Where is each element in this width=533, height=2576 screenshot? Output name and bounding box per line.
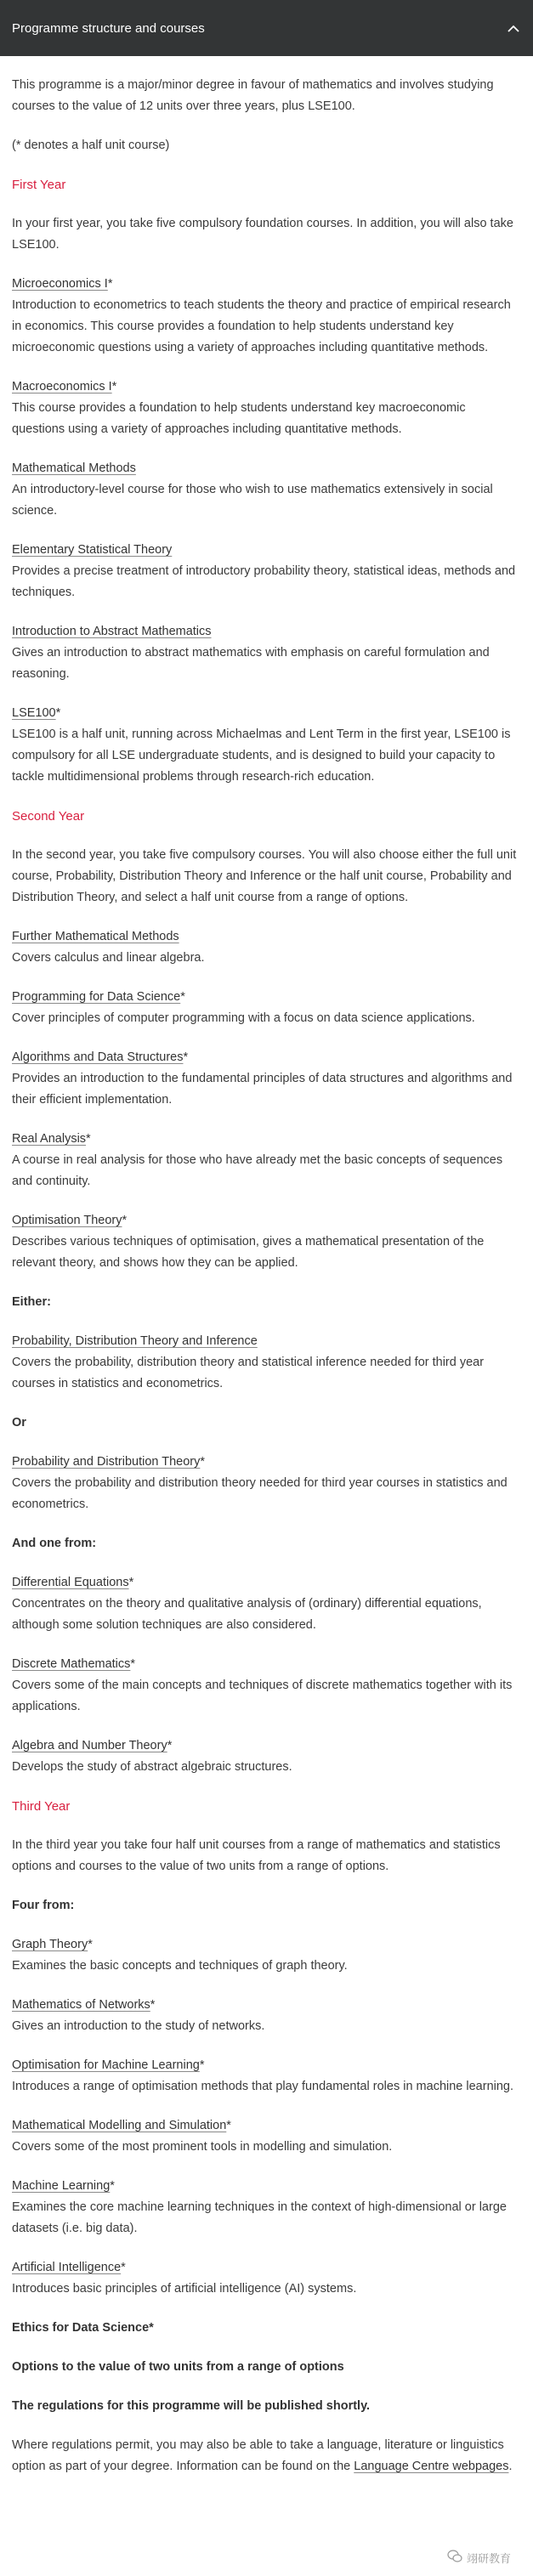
course-description: A course in real analysis for those who have already met the basic concepts of sequences and continuity.	[12, 1153, 503, 1188]
half-unit-star: *	[130, 1657, 136, 1671]
either-label: Either:	[12, 1295, 51, 1309]
course-link[interactable]: Introduction to Abstract Mathematics	[12, 625, 212, 638]
or-label: Or	[12, 1416, 26, 1430]
course-item	[12, 1129, 521, 1192]
course-item	[12, 621, 521, 685]
course-item	[12, 926, 521, 969]
course-item	[12, 1210, 521, 1274]
half-unit-star: *	[180, 990, 185, 1004]
half-unit-star: *	[167, 1739, 173, 1752]
first-year-heading: First Year	[12, 178, 66, 192]
course-link[interactable]: Probability, Distribution Theory and Inference	[12, 1334, 258, 1348]
course-link[interactable]: Programming for Data Science	[12, 990, 181, 1004]
course-description: Introduction to econometrics to teach students the theory and practice of empirical research in economics. This course provides a foundation to help students understand key microeconomic questions using a variety of approaches including quantitative methods.	[12, 298, 511, 354]
half-unit-star: *	[121, 2261, 126, 2274]
third-year-text: In the third year you take four half unit courses from a range of mathematics and statistics options and courses to the value of two units from a range of options.	[12, 1838, 501, 1873]
course-item	[12, 376, 521, 440]
course-description: Covers the probability, distribution theory and statistical inference needed for third year courses in statistics and econometrics.	[12, 1356, 485, 1390]
course-item	[12, 1934, 521, 1977]
course-description: Develops the study of abstract algebraic structures.	[12, 1760, 292, 1774]
course-link[interactable]: Discrete Mathematics	[12, 1657, 131, 1671]
one-from-label: And one from:	[12, 1537, 97, 1550]
half-unit-star: *	[107, 277, 113, 291]
half-unit-star: *	[183, 1050, 189, 1064]
section-header[interactable]	[0, 0, 533, 56]
course-item	[12, 1995, 521, 2037]
language-text-end: .	[508, 2460, 513, 2473]
course-description: Covers some of the most prominent tools in modelling and simulation.	[12, 2140, 393, 2154]
course-link[interactable]: Microeconomics I	[12, 277, 108, 291]
course-link[interactable]: Probability and Distribution Theory	[12, 1455, 201, 1469]
course-item	[12, 1331, 521, 1395]
language-text-body: Where regulations permit, you may also be able to take a language, literature or linguistics option as part of your degree. Information can be found on the	[12, 2438, 504, 2473]
intro-text: This programme is a major/minor degree in favour of mathematics and involves studying courses to the value of 12 units over three years, plus LSE100.	[12, 78, 494, 113]
course-description: Provides an introduction to the fundamental principles of data structures and algorithms and their efficient implementation.	[12, 1072, 513, 1107]
course-item	[12, 987, 521, 1029]
half-unit-star: *	[150, 1998, 156, 2012]
course-description: This course provides a foundation to help students understand key macroeconomic questions using a variety of approaches including quantitative methods.	[12, 401, 466, 436]
course-link[interactable]: Further Mathematical Methods	[12, 930, 179, 943]
course-description: Describes various techniques of optimisation, gives a mathematical presentation of the relevant theory, and shows how they can be applied.	[12, 1235, 485, 1270]
second-year-text: In the second year, you take five compulsory courses. You will also choose either the full unit course, Probability, Distribution Theory and Inference or the half unit course, Probability and Distribution Theory, and select a half unit course from a range of options.	[12, 848, 517, 904]
course-description: An introductory-level course for those who wish to use mathematics extensively in social science.	[12, 483, 493, 518]
course-link[interactable]: Algebra and Number Theory	[12, 1739, 167, 1752]
second-year-courses	[12, 926, 521, 1274]
chevron-up-icon[interactable]	[506, 20, 521, 36]
course-link[interactable]: Machine Learning	[12, 2179, 111, 2193]
half-unit-star: *	[111, 380, 117, 393]
half-unit-note: (* denotes a half unit course)	[12, 139, 170, 152]
third-year-heading: Third Year	[12, 1799, 71, 1814]
course-item	[12, 1572, 521, 1636]
course-description: LSE100 is a half unit, running across Michaelmas and Lent Term in the first year, LSE100 is compulsory for all LSE undergraduate students, and is designed to build your capacity to tackle multidimensional problems through research-rich education.	[12, 728, 511, 784]
course-link[interactable]: Mathematical Modelling and Simulation	[12, 2119, 227, 2132]
section-content	[0, 56, 533, 2477]
watermark-text: 翊研教育	[466, 2552, 511, 2565]
course-description: Introduces basic principles of artificial intelligence (AI) systems.	[12, 2282, 357, 2296]
course-link[interactable]: Optimisation Theory	[12, 1214, 122, 1227]
course-description: Covers calculus and linear algebra.	[12, 951, 205, 965]
course-item	[12, 1654, 521, 1718]
first-year-courses	[12, 274, 521, 788]
course-item	[12, 2176, 521, 2239]
course-description: Gives an introduction to the study of networks.	[12, 2019, 265, 2033]
half-unit-star: *	[199, 2058, 205, 2072]
course-item	[12, 2115, 521, 2158]
regulations-label: The regulations for this programme will be published shortly.	[12, 2399, 371, 2413]
half-unit-star: *	[88, 1938, 93, 1951]
course-description: Provides a precise treatment of introductory probability theory, statistical ideas, methods and techniques.	[12, 564, 516, 599]
first-year-text: In your first year, you take five compulsory foundation courses. In addition, you will also take LSE100.	[12, 217, 513, 252]
course-description: Gives an introduction to abstract mathematics with emphasis on careful formulation and reasoning.	[12, 646, 490, 681]
options-label: Options to the value of two units from a range of options	[12, 2360, 344, 2374]
half-unit-star: *	[226, 2119, 231, 2132]
half-unit-star: *	[122, 1214, 128, 1227]
course-description: Introduces a range of optimisation methods that play fundamental roles in machine learning.	[12, 2080, 514, 2093]
second-year-heading: Second Year	[12, 809, 85, 824]
course-link[interactable]: Mathematical Methods	[12, 461, 136, 475]
course-item	[12, 458, 521, 522]
half-unit-star: *	[86, 1132, 91, 1146]
watermark	[444, 2548, 514, 2568]
course-description: Covers the probability and distribution theory needed for third year courses in statistics and econometrics.	[12, 1476, 507, 1511]
half-unit-star: *	[55, 706, 61, 720]
half-unit-star: *	[110, 2179, 115, 2193]
second-year-options	[12, 1572, 521, 1778]
third-year-courses	[12, 1934, 521, 2300]
course-item	[12, 1735, 521, 1778]
course-description: Examines the basic concepts and techniques of graph theory.	[12, 1959, 348, 1973]
course-link[interactable]: Differential Equations	[12, 1576, 129, 1589]
course-item	[12, 540, 521, 603]
course-description: Covers some of the main concepts and techniques of discrete mathematics together with its applications.	[12, 1679, 513, 1713]
course-link[interactable]: Artificial Intelligence	[12, 2261, 122, 2274]
course-link[interactable]: Graph Theory	[12, 1938, 88, 1951]
course-link[interactable]: Optimisation for Machine Learning	[12, 2058, 200, 2072]
course-item	[12, 274, 521, 359]
language-centre-link[interactable]: Language Centre webpages	[354, 2460, 509, 2473]
course-item	[12, 1047, 521, 1111]
course-link[interactable]: Mathematics of Networks	[12, 1998, 150, 2012]
language-text	[12, 2435, 521, 2477]
course-item	[12, 1452, 521, 1515]
course-link[interactable]: LSE100	[12, 706, 56, 720]
course-link[interactable]: Real Analysis	[12, 1132, 87, 1146]
course-link[interactable]: Macroeconomics I	[12, 380, 112, 393]
course-description: Examines the core machine learning techniques in the context of high-dimensional or large datasets (i.e. big data).	[12, 2200, 507, 2235]
course-item	[12, 2055, 521, 2098]
course-description: Cover principles of computer programming with a focus on data science applications.	[12, 1011, 475, 1025]
course-item	[12, 703, 521, 788]
section-title: Programme structure and courses	[12, 20, 205, 36]
wechat-icon	[447, 2550, 462, 2566]
ethics-label: Ethics for Data Science*	[12, 2321, 154, 2335]
half-unit-star: *	[128, 1576, 134, 1589]
course-description: Concentrates on the theory and qualitative analysis of (ordinary) differential equations, although some solution techniques are also considered.	[12, 1597, 482, 1632]
course-item	[12, 2257, 521, 2300]
course-link[interactable]: Elementary Statistical Theory	[12, 543, 173, 557]
half-unit-star: *	[200, 1455, 206, 1469]
four-from-label: Four from:	[12, 1899, 75, 1912]
course-link[interactable]: Algorithms and Data Structures	[12, 1050, 184, 1064]
